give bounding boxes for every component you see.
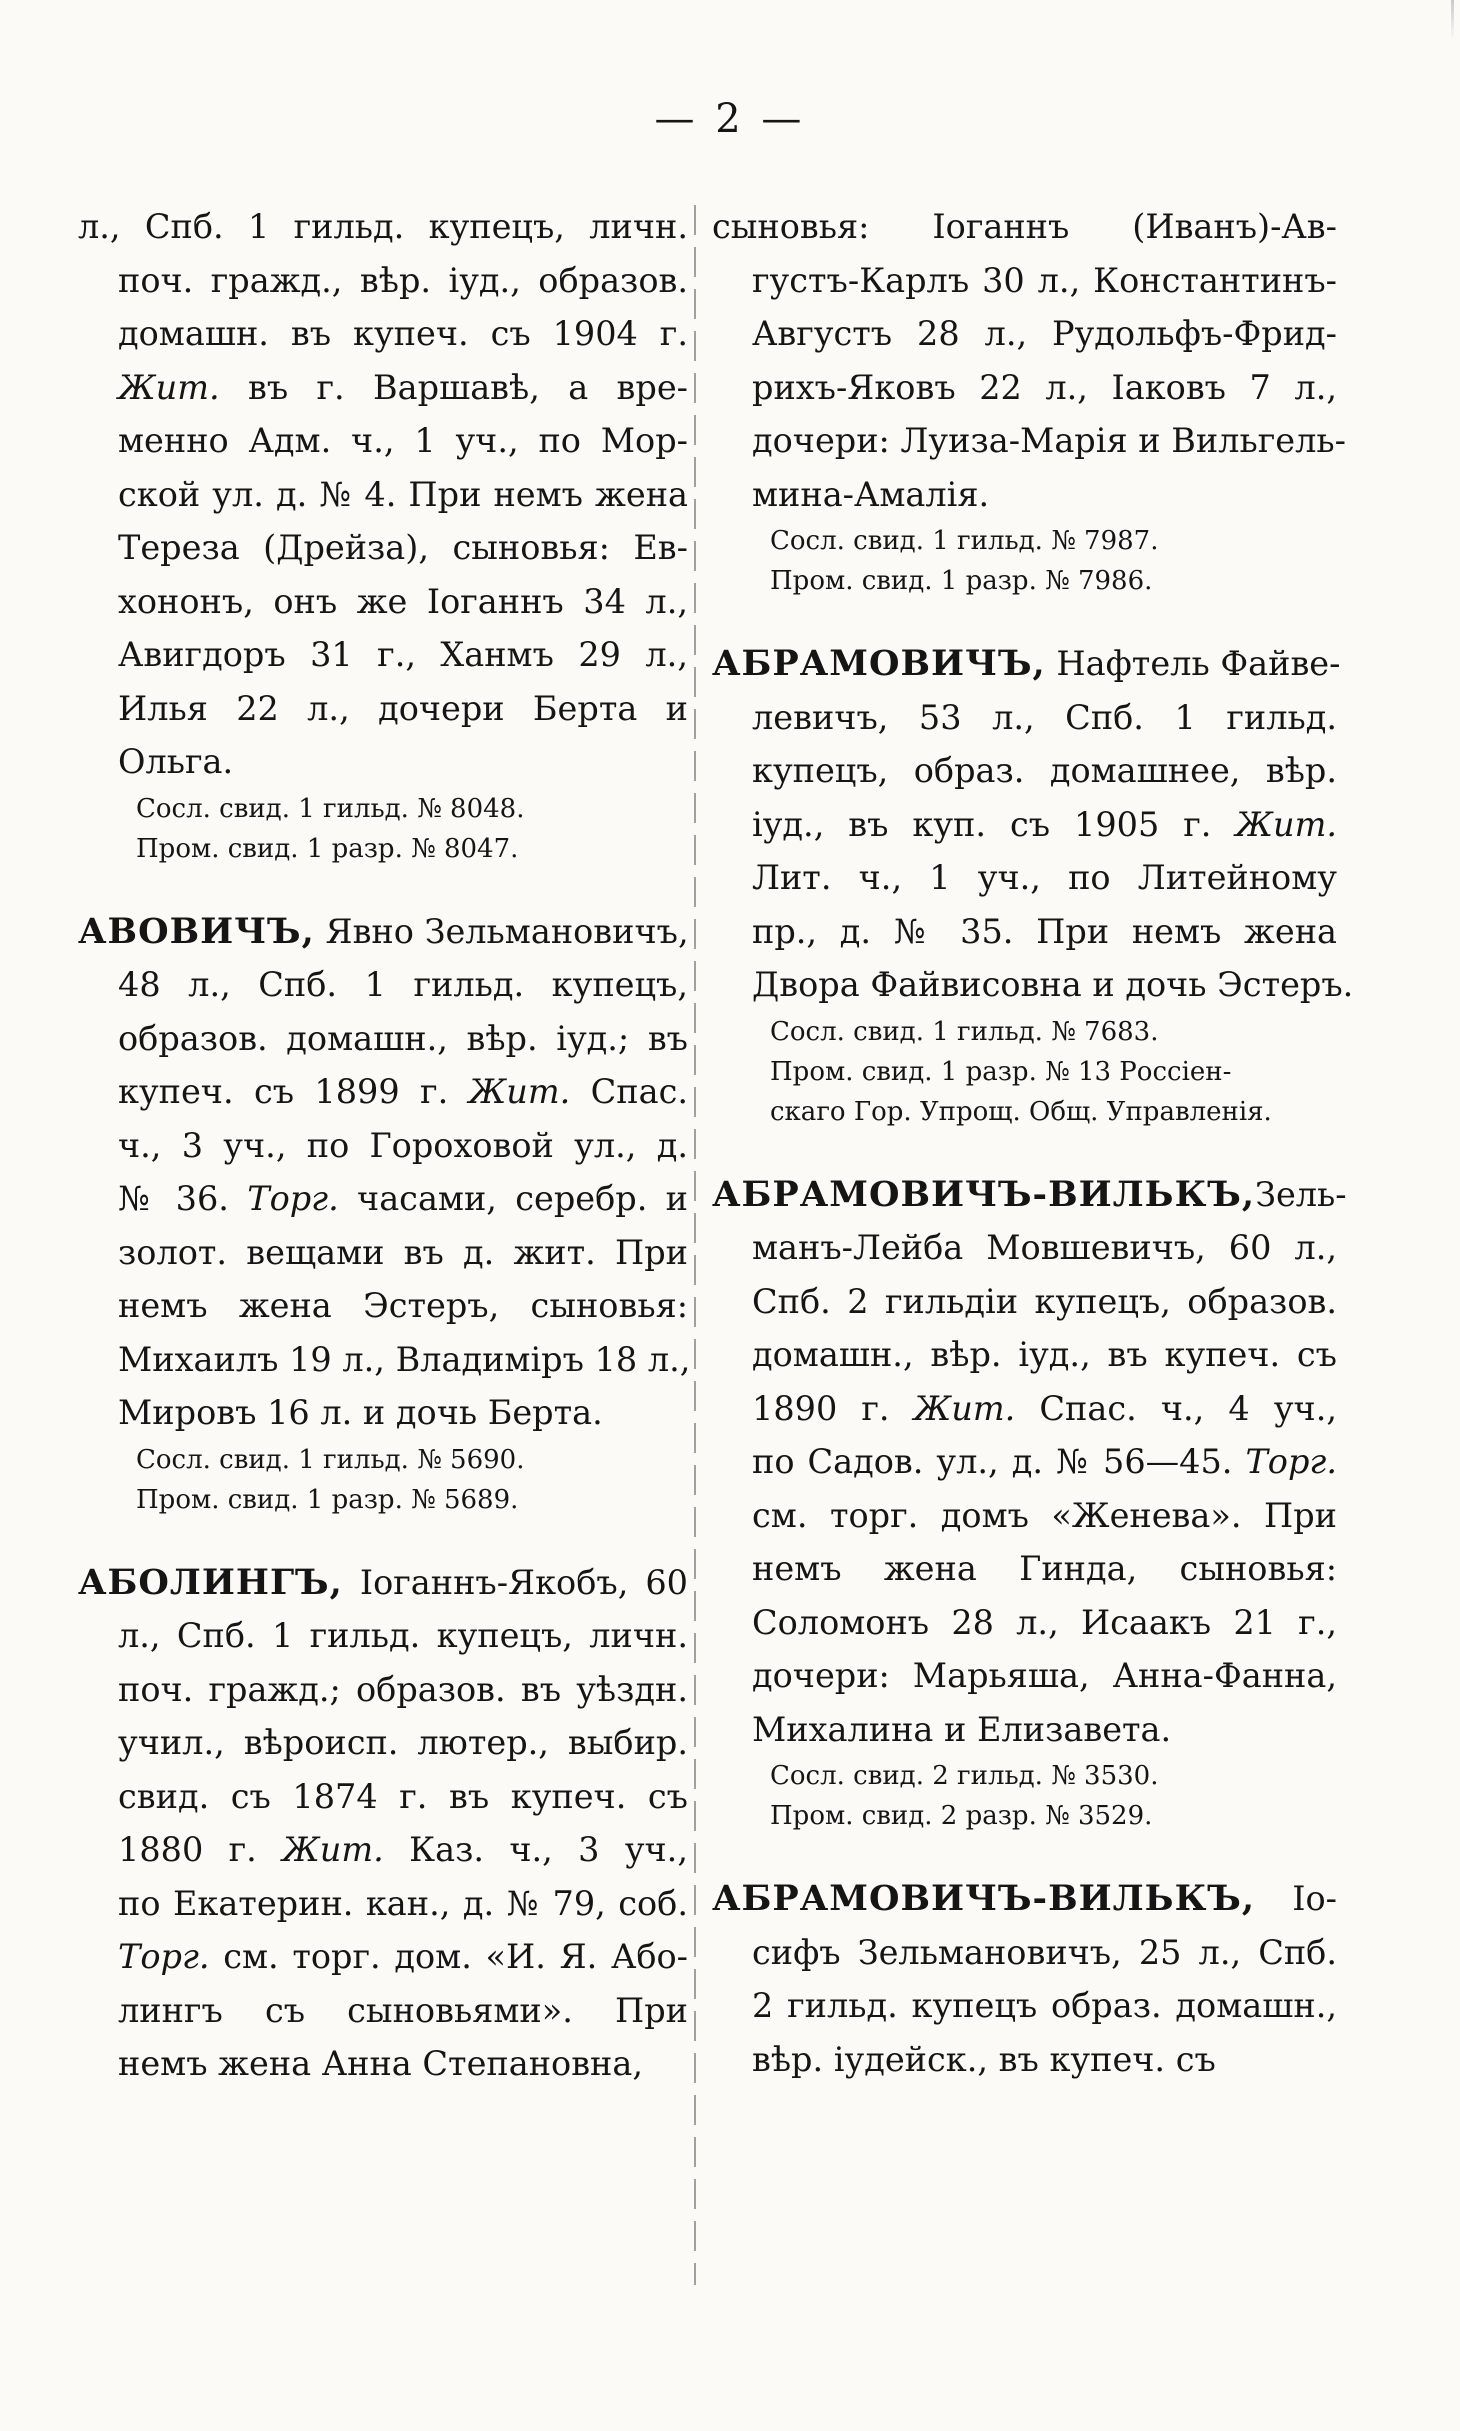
page-number: — 2 —	[654, 96, 806, 142]
directory-entry	[712, 200, 1346, 601]
entry-line: см. торг. домъ «Женева». При	[752, 1495, 1337, 1535]
scan-edge-mark	[1451, 0, 1454, 40]
directory-entry	[712, 1872, 1337, 2086]
entry-line: немъ жена Эстеръ, сыновья:	[118, 1286, 688, 1325]
entry-line: по Садов. ул., д. № 56—45. Торг.	[752, 1442, 1337, 1481]
entry-line: густъ-Карлъ 30 л., Константинъ-	[752, 260, 1337, 300]
entry-line: 1890 г. Жит. Спас. ч., 4 уч.,	[752, 1388, 1337, 1428]
abbreviation: Жит.	[282, 1830, 384, 1869]
entry-line: золот. вещами въ д. жит. При	[118, 1232, 688, 1272]
entry-line: 48 л., Спб. 1 гильд. купецъ,	[118, 965, 688, 1004]
entry-first-line	[78, 905, 688, 959]
certificate-note: Пром. свид. 1 разр. № 5689.	[136, 1484, 519, 1515]
certificate-note: Сосл. свид. 1 гильд. № 7683.	[770, 1016, 1159, 1047]
entry-line: ч., 3 уч., по Гороховой ул., д.	[118, 1125, 688, 1165]
abbreviation: Жит.	[1235, 804, 1337, 844]
entry-line: сифъ Зельмановичъ, 25 л., Спб.	[752, 1932, 1337, 1972]
entry-text: Явно Зельмановичъ,	[314, 911, 689, 951]
entry-line: немъ жена Гинда, сыновья:	[752, 1549, 1337, 1588]
entry-line: іуд., въ куп. съ 1905 г. Жит.	[752, 804, 1337, 844]
entry-line: Авигдоръ 31 г., Ханмъ 29 л.,	[118, 635, 688, 674]
entry-text: Іоганнъ-Якобъ, 60	[342, 1562, 688, 1602]
certificate-note: Пром. свид. 1 разр. № 13 Россіен-	[770, 1056, 1232, 1087]
entry-text: Іо-	[1255, 1879, 1337, 1918]
entry-line: образов. домашн., вѣр. іуд.; въ	[118, 1018, 688, 1058]
right-column	[712, 200, 1354, 2122]
directory-entry	[78, 905, 691, 1520]
entry-line: домашн., вѣр. іуд., въ купеч. съ	[752, 1335, 1337, 1374]
entry-line: Соломонъ 28 л., Исаакъ 21 г.,	[752, 1602, 1337, 1642]
abbreviation: Жит.	[913, 1388, 1016, 1428]
entry-first-line	[78, 1556, 688, 1610]
entry-line: Торг. см. торг. дом. «И. Я. Або-	[118, 1937, 688, 1976]
entry-line: мина-Амалія.	[752, 474, 990, 514]
entry-line: домашн. въ купеч. съ 1904 г.	[118, 314, 688, 353]
entry-line: Михалина и Елизавета.	[752, 1709, 1172, 1749]
entry-line: немъ жена Анна Степановна,	[118, 2044, 644, 2083]
entry-line: дочери: Луиза-Марія и Вильгель-	[752, 421, 1346, 460]
certificate-note: Сосл. свид. 1 гильд. № 7987.	[770, 526, 1159, 556]
entry-line: купецъ, образ. домашнее, вѣр.	[752, 751, 1337, 790]
merchant-surname: АБОЛИНГЪ,	[78, 1561, 343, 1603]
directory-entry	[78, 1556, 688, 2091]
entry-line: пр., д. № 35. При немъ жена	[752, 911, 1337, 951]
entry-line: Михаилъ 19 л., Владиміръ 18 л.,	[118, 1339, 691, 1379]
abbreviation: Торг.	[247, 1179, 339, 1218]
entry-line: № 36. Торг. часами, серебр. и	[118, 1179, 688, 1218]
entry-first-line	[712, 1872, 1337, 1926]
entry-line: хононъ, онъ же Іоганнъ 34 л.,	[118, 581, 688, 621]
entry-line: л., Спб. 1 гильд. купецъ, личн.	[78, 207, 688, 246]
entry-line: купеч. съ 1899 г. Жит. Спас.	[118, 1072, 688, 1111]
entry-first-line	[712, 637, 1341, 691]
entry-line: 1880 г. Жит. Каз. ч., 3 уч.,	[118, 1830, 688, 1869]
directory-entry	[78, 200, 688, 869]
entry-line: вѣр. іудейск., въ купеч. съ	[752, 2039, 1216, 2079]
entry-line: менно Адм. ч., 1 уч., по Мор-	[118, 421, 688, 460]
entry-line: сыновья: Іоганнъ (Иванъ)-Ав-	[712, 207, 1337, 246]
certificate-note: Сосл. свид. 2 гильд. № 3530.	[770, 1761, 1159, 1791]
entry-first-line	[712, 1168, 1347, 1222]
entry-line: поч. гражд., вѣр. іуд., образов.	[118, 260, 688, 300]
entry-line: Илья 22 л., дочери Берта и	[118, 688, 688, 728]
entry-line: ской ул. д. № 4. При немъ жена	[118, 474, 688, 514]
entry-line: Лит. ч., 1 уч., по Литейному	[752, 858, 1337, 897]
certificate-note: Пром. свид. 2 разр. № 3529.	[770, 1801, 1153, 1831]
entry-line: левичъ, 53 л., Спб. 1 гильд.	[752, 697, 1337, 737]
entry-line: лингъ съ сыновьями». При	[118, 1990, 688, 2030]
entry-line: Августъ 28 л., Рудольфъ-Фрид-	[752, 314, 1337, 353]
entry-text: Нафтель Файве-	[1045, 644, 1341, 683]
certificate-note: Сосл. свид. 1 гильд. № 5690.	[136, 1444, 525, 1475]
entry-line: манъ-Лейба Мовшевичъ, 60 л.,	[752, 1228, 1337, 1267]
entry-line: 2 гильд. купецъ образ. домашн.,	[752, 1986, 1337, 2025]
abbreviation: Торг.	[1245, 1442, 1337, 1481]
entry-line: Жит. въ г. Варшавѣ, а вре-	[118, 367, 688, 407]
merchant-surname: АБРАМОВИЧЪ,	[712, 643, 1046, 684]
entry-line: рихъ-Яковъ 22 л., Іаковъ 7 л.,	[752, 367, 1337, 407]
entry-line: Тереза (Дрейза), сыновья: Ев-	[118, 528, 688, 567]
entry-line: Спб. 2 гильдіи купецъ, образов.	[752, 1281, 1337, 1321]
certificate-note: скаго Гор. Упрощ. Общ. Управленія.	[770, 1096, 1272, 1127]
entry-text: Зель-	[1255, 1174, 1347, 1214]
certificate-note: Пром. свид. 1 разр. № 7986.	[770, 566, 1153, 596]
abbreviation: Жит.	[468, 1072, 571, 1111]
certificate-note: Пром. свид. 1 разр. № 8047.	[136, 833, 519, 864]
column-divider	[694, 205, 696, 2285]
certificate-note: Сосл. свид. 1 гильд. № 8048.	[136, 793, 525, 824]
entry-line: Мировъ 16 л. и дочь Берта.	[118, 1393, 603, 1432]
entry-line: по Екатерин. кан., д. № 79, соб.	[118, 1883, 688, 1923]
entry-line: Ольга.	[118, 742, 234, 781]
merchant-surname: АБРАМОВИЧЪ-ВИЛЬКЪ,	[712, 1878, 1256, 1919]
left-column	[78, 200, 691, 2127]
abbreviation: Жит.	[118, 367, 220, 407]
directory-entry	[712, 1168, 1347, 1837]
entry-line: поч. гражд.; образов. въ уѣздн.	[118, 1669, 688, 1709]
entry-line: учил., вѣроисп. лютер., выбир.	[118, 1723, 688, 1762]
entry-line: свид. съ 1874 г. въ купеч. съ	[118, 1776, 688, 1816]
abbreviation: Торг.	[118, 1937, 210, 1976]
entry-line: Двора Файвисовна и дочь Эстеръ.	[752, 965, 1354, 1004]
merchant-surname: АВОВИЧЪ,	[78, 910, 315, 952]
directory-entry	[712, 637, 1354, 1132]
entry-line: л., Спб. 1 гильд. купецъ, личн.	[118, 1616, 688, 1655]
entry-line: дочери: Марьяша, Анна-Фанна,	[752, 1656, 1337, 1695]
merchant-surname: АБРАМОВИЧЪ-ВИЛЬКЪ,	[712, 1173, 1256, 1215]
